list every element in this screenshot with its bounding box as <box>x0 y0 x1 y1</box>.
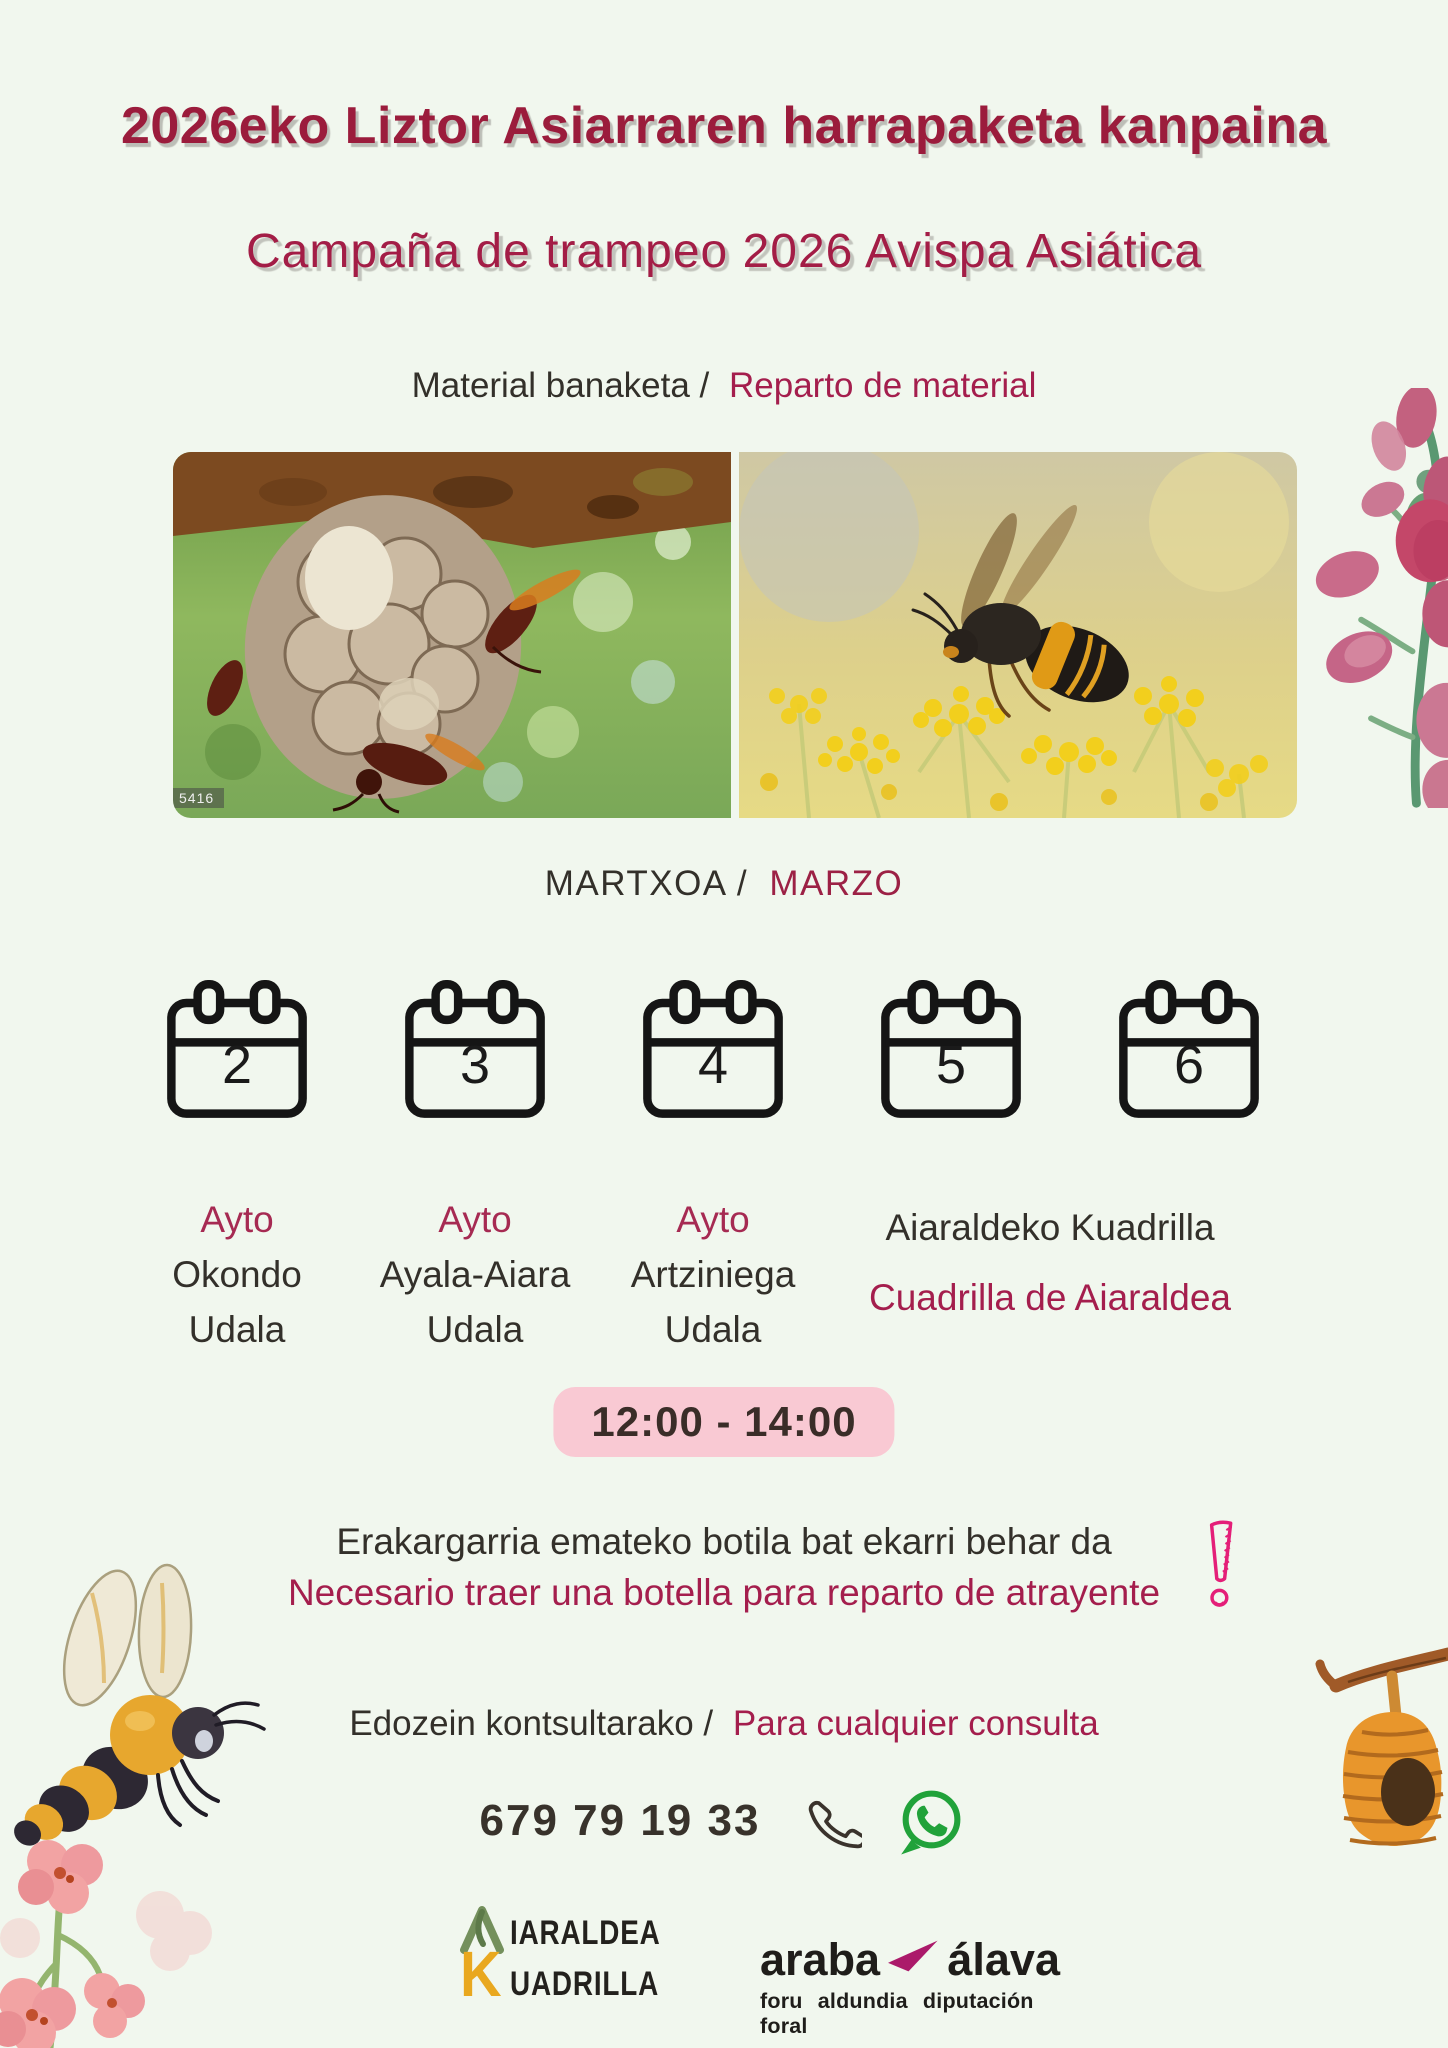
location-ayala-aiara <box>355 1192 595 1357</box>
phone-icon <box>804 1789 862 1853</box>
material-label-es: Reparto de material <box>729 366 1037 405</box>
campaign-title-spanish: Campaña de trampeo 2026 Avispa Asiática <box>245 225 1203 278</box>
photo-strip <box>173 452 1297 818</box>
material-label-eu: Material banaketa / <box>411 366 710 405</box>
calendar-day-4 <box>638 972 788 1124</box>
contact-label-eu: Edozein kontsultarako / <box>349 1704 714 1743</box>
location-name: Ayala-Aiara <box>379 1254 571 1295</box>
calendar-day-number: 4 <box>697 1035 729 1095</box>
location-udala-label: Udala <box>664 1309 762 1350</box>
aiaraldea-kuadrilla-logo <box>458 1908 688 2038</box>
hornet-nest-illustration <box>173 452 731 818</box>
aiaraldea-logo-row2: UADRILLA <box>510 1965 660 2003</box>
araba-alava-wordmark <box>760 1934 1060 1986</box>
asian-hornet-illustration <box>739 452 1297 818</box>
location-ayto-label: Ayto <box>676 1199 750 1240</box>
photo-watermark: 5416 <box>173 788 224 808</box>
month-label-es: MARZO <box>769 864 904 903</box>
whatsapp-icon <box>892 1783 968 1859</box>
phone-number: 679 79 19 33 <box>479 1796 761 1845</box>
location-aiaraldeko-kuadrilla <box>828 1207 1272 1319</box>
alava-text: álava <box>947 1934 1060 1985</box>
location-ayto-label: Ayto <box>438 1199 512 1240</box>
contact-label-es: Para cualquier consulta <box>732 1704 1099 1743</box>
contact-heading <box>0 1704 1448 1744</box>
kuadrilla-label-eu: Aiaraldeko Kuadrilla <box>885 1207 1215 1248</box>
araba-alava-swoosh-icon <box>888 1938 939 1974</box>
month-label-eu: MARTXOA / <box>544 864 749 903</box>
calendar-day-number: 5 <box>935 1035 967 1095</box>
phone-contact-row <box>0 1783 1448 1859</box>
bottle-notice-eu: Erakargarria emateko botila bat ekarri behar da <box>336 1521 1112 1562</box>
month-heading <box>0 864 1448 904</box>
location-ayto-label: Ayto <box>200 1199 274 1240</box>
bottle-notice-es: Necesario traer una botella para reparto de atrayente <box>287 1572 1161 1613</box>
location-udala-label: Udala <box>188 1309 286 1350</box>
material-distribution-heading <box>0 366 1448 406</box>
watercolor-flower-branch-decoration <box>1300 388 1448 808</box>
calendar-day-5 <box>876 972 1026 1124</box>
time-badge: 12:00 - 14:00 <box>553 1387 894 1457</box>
calendar-days-row <box>162 972 1264 1124</box>
araba-text: araba <box>760 1934 881 1985</box>
exclamation-icon <box>1196 1510 1248 1630</box>
campaign-title-basque: 2026eko Liztor Asiarraren harrapaketa kanpaina <box>120 97 1328 155</box>
location-artziniega <box>593 1192 833 1357</box>
calendar-day-number: 3 <box>459 1035 491 1095</box>
location-udala-label: Udala <box>426 1309 524 1350</box>
calendar-day-number: 6 <box>1173 1035 1205 1095</box>
calendar-day-6 <box>1114 972 1264 1124</box>
araba-alava-subtitle: foru aldundia diputación foral <box>760 1989 1034 2038</box>
aiaraldea-logo-row1: IARALDEA <box>510 1914 661 1952</box>
calendar-day-3 <box>400 972 550 1124</box>
location-name: Okondo <box>172 1254 302 1295</box>
location-okondo <box>127 1192 347 1357</box>
aiaraldea-logo-k: K <box>460 1938 502 2010</box>
calendar-day-number: 2 <box>221 1035 253 1095</box>
photo-asian-hornet-on-flowers <box>739 452 1297 818</box>
location-name: Artziniega <box>630 1254 796 1295</box>
araba-alava-logo <box>760 1934 1060 2039</box>
beehive-on-branch-decoration <box>1288 1620 1448 1940</box>
photo-hornet-nest <box>173 452 731 818</box>
calendar-day-2 <box>162 972 312 1124</box>
kuadrilla-label-es: Cuadrilla de Aiaraldea <box>868 1277 1231 1318</box>
